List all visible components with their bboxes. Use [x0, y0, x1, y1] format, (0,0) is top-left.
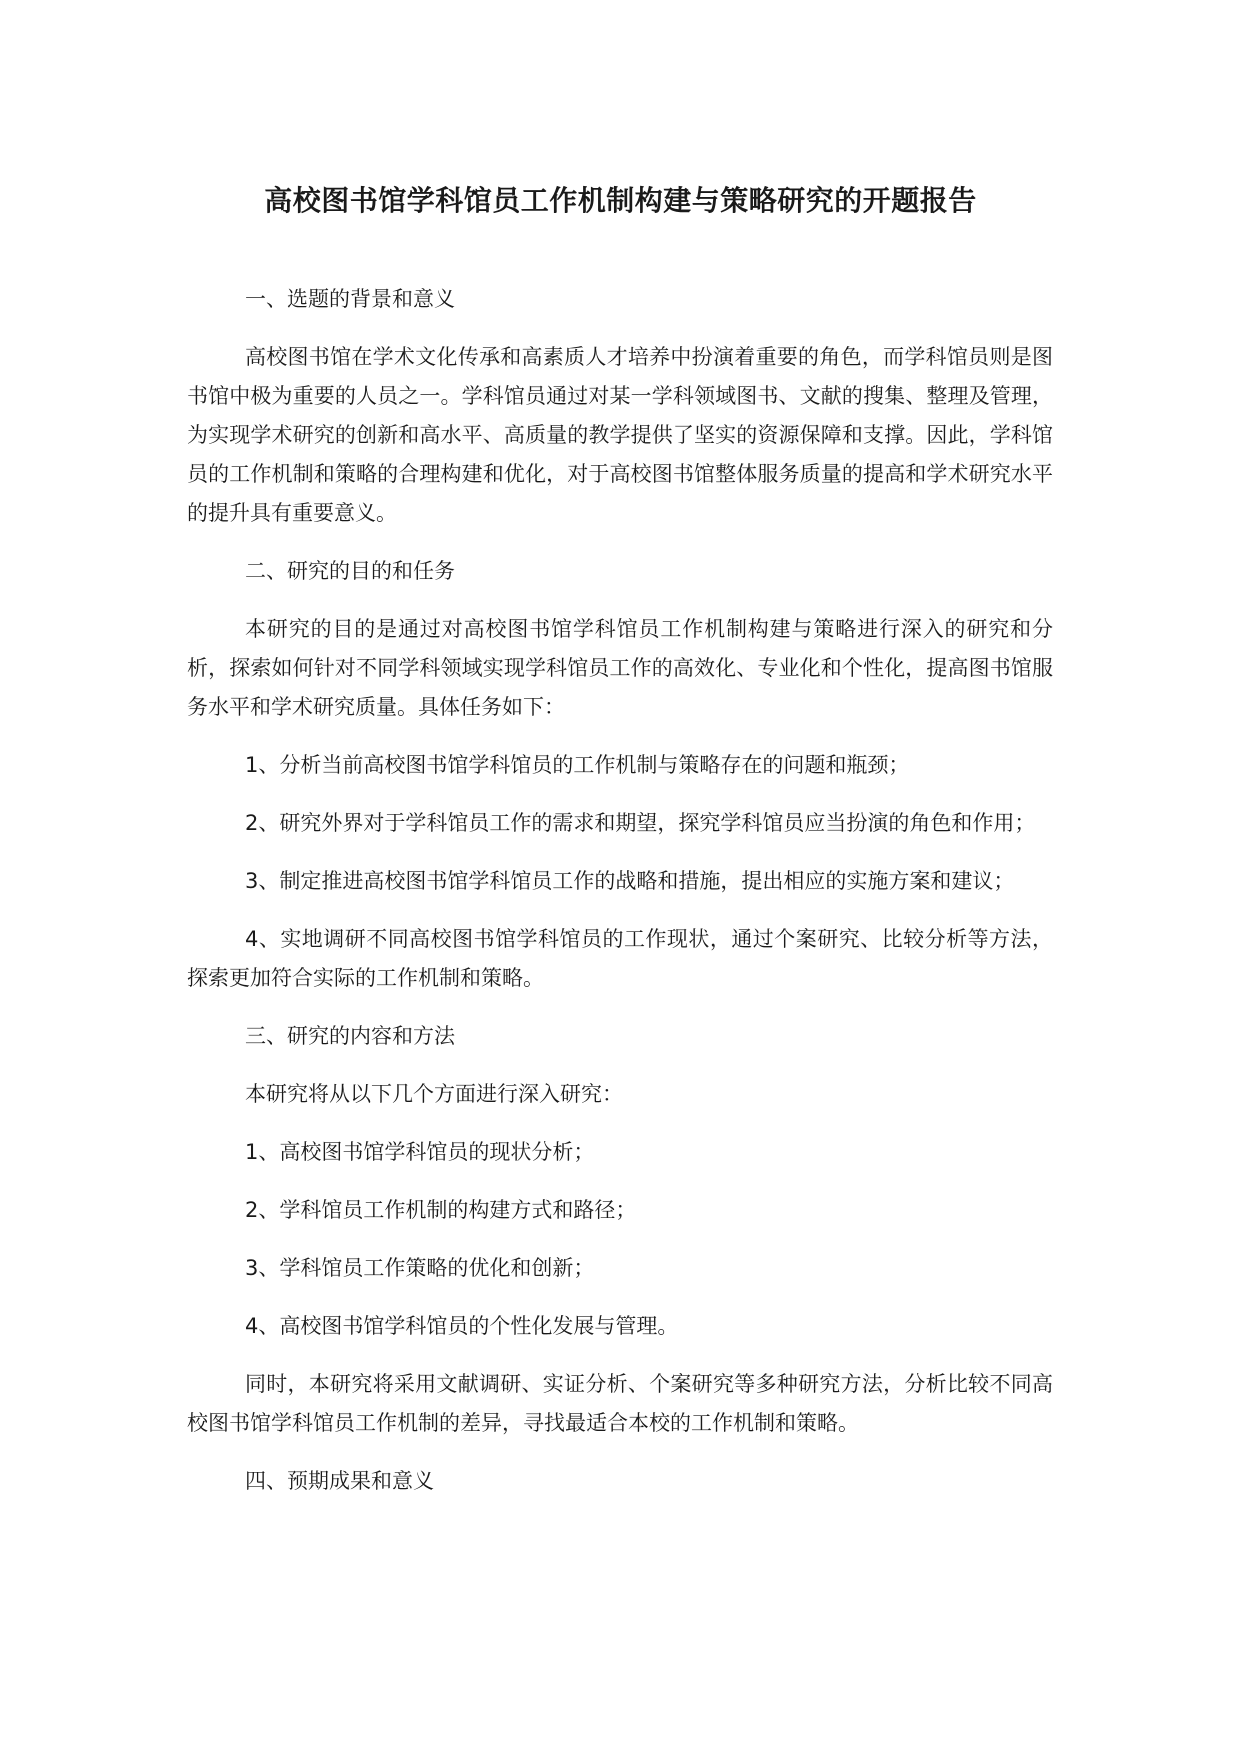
document-body: [187, 280, 1053, 1520]
content-item-2: 2、学科馆员工作机制的构建方式和路径；: [245, 1198, 637, 1222]
task-item-3: 3、制定推进高校图书馆学科馆员工作的战略和措施，提出相应的实施方案和建议；: [245, 869, 1015, 893]
paragraph-content-intro: 本研究将从以下几个方面进行深入研究：: [245, 1082, 623, 1106]
section-heading-purpose: 二、研究的目的和任务: [245, 559, 455, 583]
section-heading-background: 一、选题的背景和意义: [245, 287, 455, 311]
paragraph-background: 高校图书馆在学术文化传承和高素质人才培养中扮演着重要的角色，而学科馆员则是图书馆中极为重要的人员之一。学科馆员通过对某一学科领域图书、文献的搜集、整理及管理，为实现学术研究的创新和高水平、高质量的教学提供了坚实的资源保障和支撑。因此，学科馆员的工作机制和策略的合理构建和优化，对于高校图书馆整体服务质量的提高和学术研究水平的提升具有重要意义。: [187, 345, 1053, 525]
content-item-4: 4、高校图书馆学科馆员的个性化发展与管理。: [245, 1314, 679, 1338]
paragraph-methods: 同时，本研究将采用文献调研、实证分析、个案研究等多种研究方法，分析比较不同高校图书馆学科馆员工作机制的差异，寻找最适合本校的工作机制和策略。: [187, 1372, 1053, 1435]
task-item-1: 1、分析当前高校图书馆学科馆员的工作机制与策略存在的问题和瓶颈；: [245, 753, 910, 777]
task-item-4: 4、实地调研不同高校图书馆学科馆员的工作现状，通过个案研究、比较分析等方法，探索更加符合实际的工作机制和策略。: [187, 927, 1053, 990]
paragraph-purpose: 本研究的目的是通过对高校图书馆学科馆员工作机制构建与策略进行深入的研究和分析，探索如何针对不同学科领域实现学科馆员工作的高效化、专业化和个性化，提高图书馆服务水平和学术研究质量。具体任务如下：: [187, 617, 1053, 719]
task-item-2: 2、研究外界对于学科馆员工作的需求和期望，探究学科馆员应当扮演的角色和作用；: [245, 811, 1036, 835]
document-title: 高校图书馆学科馆员工作机制构建与策略研究的开题报告: [264, 184, 977, 217]
content-item-1: 1、高校图书馆学科馆员的现状分析；: [245, 1140, 595, 1164]
section-heading-expected-results: 四、预期成果和意义: [245, 1469, 434, 1493]
section-heading-content-methods: 三、研究的内容和方法: [245, 1024, 455, 1048]
content-item-3: 3、学科馆员工作策略的优化和创新；: [245, 1256, 595, 1280]
